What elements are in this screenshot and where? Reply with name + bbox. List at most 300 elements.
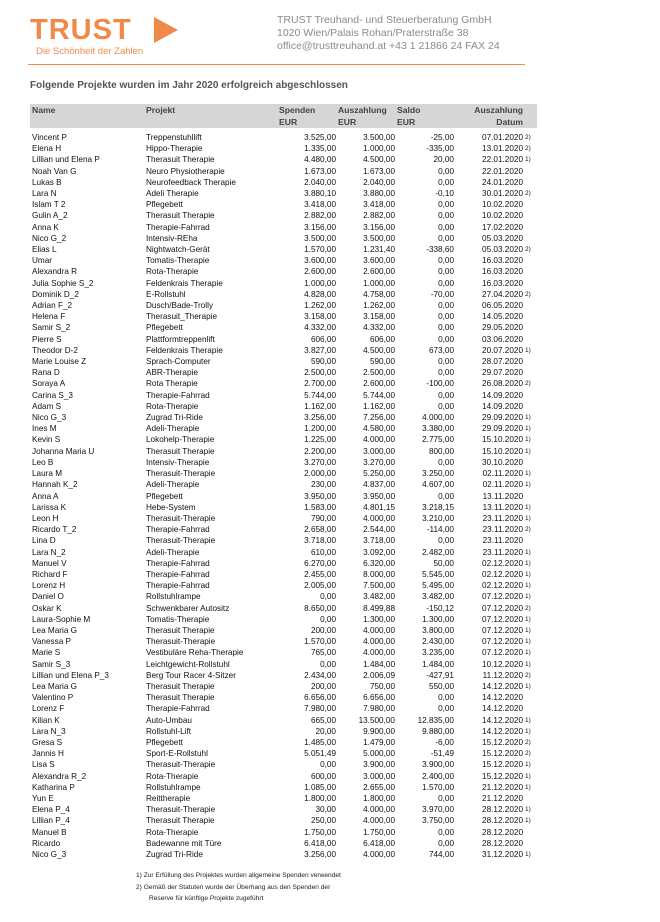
cell-footnote-ref: 1): [525, 548, 531, 556]
cell-spenden: 6.418,00: [304, 838, 336, 848]
footnotes: [136, 870, 341, 905]
cell-saldo: 0,00: [438, 278, 454, 288]
cell-footnote-ref: [523, 177, 537, 188]
cell-footnote-ref: 2): [525, 134, 531, 141]
table-row: [30, 132, 537, 143]
cell-project: Therasuit Therapie: [146, 625, 215, 635]
cell-auszahlung: 3.482,00: [363, 592, 395, 602]
cell-project: Neurofeedback Therapie: [146, 177, 236, 187]
table-row: [30, 188, 537, 199]
cell-datum: 07.01.2020: [482, 133, 523, 142]
cell-footnote-ref: [523, 334, 537, 345]
cell-datum: 28.07.2020: [482, 357, 523, 367]
cell-project: Tomatis-Therapie: [146, 256, 210, 266]
cell-project: Therapie-Fahrrad: [146, 525, 210, 535]
cell-project: Rota-Therapie: [146, 827, 199, 837]
table-row: [30, 356, 537, 367]
cell-datum: 14.12.2020: [482, 681, 523, 691]
cell-footnote-ref: 2): [525, 145, 531, 153]
cell-spenden: 0,00: [320, 592, 336, 602]
cell-datum: 15.12.2020: [482, 760, 523, 770]
cell-saldo: 673,00: [428, 345, 454, 355]
cell-saldo: 0,00: [438, 334, 454, 344]
cell-datum: 17.02.2020: [482, 222, 523, 232]
cell-footnote-ref: 1): [525, 660, 531, 668]
cell-saldo: 0,00: [438, 827, 454, 837]
cell-spenden: 610,00: [310, 547, 336, 557]
cell-auszahlung: 7.500,00: [363, 581, 395, 591]
table-row: [30, 849, 537, 860]
cell-spenden: 2.005,00: [304, 581, 336, 591]
company-contact: office@trusttreuhand.at +43 1 21866 24 FAX 24: [277, 40, 500, 52]
header-saldo-unit: EUR: [395, 116, 454, 128]
cell-spenden: 1.570,00: [304, 637, 336, 647]
cell-auszahlung: 3.092,00: [363, 547, 395, 557]
cell-project: Therasuit-Therapie: [146, 536, 216, 546]
cell-datum: 02.12.2020: [482, 581, 523, 591]
table-row: [30, 771, 537, 782]
cell-saldo: 0,00: [438, 838, 454, 848]
cell-footnote-ref: 1): [525, 806, 531, 814]
projects-table: [30, 104, 537, 860]
cell-saldo: 0,00: [438, 536, 454, 546]
cell-project: Zugrad Tri-Ride: [146, 850, 203, 859]
cell-saldo: 1.300,00: [422, 614, 454, 624]
cell-project: Therasuit Therapie: [146, 155, 215, 165]
cell-saldo: 9.880,00: [422, 726, 454, 736]
table-row: [30, 434, 537, 445]
cell-name: Lea Maria G: [32, 625, 78, 635]
cell-auszahlung: 1.300,00: [363, 614, 395, 624]
table-row: [30, 479, 537, 490]
table-row: [30, 367, 537, 378]
cell-datum: 22.01.2020: [482, 166, 523, 176]
cell-saldo: 3.380,00: [422, 424, 454, 434]
cell-project: Therasuit Therapie: [146, 211, 215, 221]
table-row: [30, 166, 537, 177]
cell-name: Julia Sophie S_2: [32, 278, 94, 288]
cell-datum: 29.09.2020: [482, 413, 523, 423]
company-address-block: [277, 14, 500, 53]
cell-spenden: 8.650,00: [304, 603, 336, 613]
cell-name: Theodor D-2: [32, 345, 78, 355]
cell-name: Marie Louise Z: [32, 357, 87, 367]
header-datum: Datum: [454, 116, 523, 128]
cell-project: Therasuit Therapie: [146, 693, 215, 703]
cell-spenden: 3.418,00: [304, 200, 336, 210]
cell-footnote-ref: 2): [525, 290, 531, 298]
table-row: [30, 457, 537, 468]
cell-name: Vanessa P: [32, 637, 71, 647]
company-name: TRUST Treuhand- und Steuerberatung GmbH: [277, 14, 492, 26]
cell-saldo: -70,00: [430, 289, 454, 299]
cell-project: Pflegebett: [146, 200, 183, 210]
cell-project: Therasuit Therapie: [146, 681, 215, 691]
cell-spenden: 1.583,00: [304, 502, 336, 512]
cell-spenden: 1.162,00: [304, 401, 336, 411]
cell-project: Adeli Therapie: [146, 189, 199, 199]
header-project: Projekt: [146, 104, 277, 116]
cell-auszahlung: 1.484,00: [363, 659, 395, 669]
cell-datum: 14.12.2020: [482, 715, 523, 725]
cell-footnote-ref: [523, 367, 537, 378]
cell-auszahlung: 3.950,00: [363, 491, 395, 501]
cell-spenden: 230,00: [310, 480, 336, 490]
cell-auszahlung: 4.500,00: [363, 155, 395, 165]
cell-project: Pflegebett: [146, 323, 183, 333]
cell-project: Rota Therapie: [146, 379, 198, 389]
cell-auszahlung: 1.000,00: [363, 278, 395, 288]
cell-name: Lara N_3: [32, 726, 66, 736]
cell-auszahlung: 1.673,00: [363, 166, 395, 176]
cell-name: Manuel B: [32, 827, 67, 837]
cell-saldo: 1.484,00: [422, 659, 454, 669]
table-row: [30, 580, 537, 591]
cell-auszahlung: 5.000,00: [363, 749, 395, 759]
cell-name: Hannah K_2: [32, 480, 78, 490]
cell-name: Rana D: [32, 368, 60, 378]
cell-spenden: 765,00: [310, 648, 336, 658]
table-row: [30, 423, 537, 434]
cell-auszahlung: 4.000,00: [363, 513, 395, 523]
cell-project: Plattformtreppenlift: [146, 334, 215, 344]
cell-datum: 16.03.2020: [482, 278, 523, 288]
cell-name: Elias L: [32, 245, 57, 255]
table-row: [30, 446, 537, 457]
cell-saldo: 0,00: [438, 177, 454, 187]
logo-tagline: Die Schönheit der Zahlen: [36, 46, 144, 57]
cell-spenden: 3.950,00: [304, 491, 336, 501]
cell-auszahlung: 4.000,00: [363, 435, 395, 445]
cell-name: Lorenz F: [32, 704, 65, 714]
table-row: [30, 636, 537, 647]
cell-footnote-ref: [523, 166, 537, 177]
cell-datum: 07.12.2020: [482, 637, 523, 647]
cell-auszahlung: 7.980,00: [363, 704, 395, 714]
table-row: [30, 334, 537, 345]
cell-project: Therasuit Therapie: [146, 816, 215, 826]
cell-project: Therasuit-Therapie: [146, 805, 216, 815]
cell-name: Adrian F_2: [32, 301, 73, 311]
cell-project: Nightwatch-Gerät: [146, 245, 210, 255]
cell-footnote-ref: 1): [525, 716, 531, 724]
table-row: [30, 524, 537, 535]
cell-datum: 13.01.2020: [482, 144, 523, 154]
table-row: [30, 569, 537, 580]
cell-saldo: 3.900,00: [422, 760, 454, 770]
cell-auszahlung: 2.544,00: [363, 525, 395, 535]
cell-footnote-ref: 2): [525, 380, 531, 388]
cell-auszahlung: 5.250,00: [363, 469, 395, 479]
cell-saldo: 2.400,00: [422, 771, 454, 781]
cell-saldo: 0,00: [438, 323, 454, 333]
cell-name: Nico G_3: [32, 850, 67, 859]
cell-footnote-ref: 1): [525, 570, 531, 578]
cell-auszahlung: 7.256,00: [363, 413, 395, 423]
cell-name: Lisa S: [32, 760, 55, 770]
cell-project: Rota-Therapie: [146, 267, 199, 277]
cell-auszahlung: 6.418,00: [363, 838, 395, 848]
cell-auszahlung: 1.479,00: [363, 737, 395, 747]
cell-saldo: -150,12: [426, 603, 454, 613]
table-row: [30, 300, 537, 311]
cell-datum: 11.12.2020: [482, 670, 523, 680]
cell-name: Adam S: [32, 401, 62, 411]
cell-footnote-ref: 1): [525, 514, 531, 522]
cell-name: Valentino P: [32, 693, 74, 703]
cell-name: Lillian und Elena P: [32, 155, 100, 165]
cell-saldo: 3.210,00: [422, 513, 454, 523]
table-row: [30, 614, 537, 625]
cell-auszahlung: 1.231,40: [363, 245, 395, 255]
cell-datum: 14.12.2020: [482, 726, 523, 736]
cell-footnote-ref: 1): [525, 649, 531, 657]
cell-auszahlung: 3.900,00: [363, 760, 395, 770]
cell-spenden: 2.500,00: [304, 368, 336, 378]
cell-name: Lea Maria G: [32, 681, 78, 691]
table-row: [30, 278, 537, 289]
cell-saldo: 800,00: [428, 446, 454, 456]
cell-name: Alexandra R: [32, 267, 78, 277]
cell-name: Leon H: [32, 513, 59, 523]
table-row: [30, 311, 537, 322]
cell-project: Sport-E-Rollstuhl: [146, 749, 208, 759]
cell-footnote-ref: 1): [525, 481, 531, 489]
cell-project: Schwenkbarer Autositz: [146, 603, 230, 613]
cell-name: Katharina P: [32, 782, 75, 792]
cell-project: Lokohelp-Therapie: [146, 435, 215, 445]
cell-spenden: 1.800,00: [304, 793, 336, 803]
cell-project: Vestibuläre Reha-Therapie: [146, 648, 244, 658]
cell-saldo: 3.750,00: [422, 816, 454, 826]
cell-footnote-ref: 1): [525, 447, 531, 455]
cell-footnote-ref: 1): [525, 593, 531, 601]
cell-spenden: 4.480,00: [304, 155, 336, 165]
cell-name: Lara N: [32, 189, 57, 199]
cell-datum: 23.11.2020: [482, 536, 523, 546]
cell-datum: 20.07.2020: [482, 345, 523, 355]
cell-spenden: 1.335,00: [304, 144, 336, 154]
cell-project: Berg Tour Racer 4-Sitzer: [146, 670, 236, 680]
cell-footnote-ref: [523, 692, 537, 703]
cell-footnote-ref: 1): [525, 503, 531, 511]
table-row: [30, 513, 537, 524]
cell-spenden: 600,00: [310, 771, 336, 781]
cell-datum: 28.12.2020: [482, 827, 523, 837]
table-row: [30, 547, 537, 558]
cell-datum: 14.12.2020: [482, 704, 523, 714]
cell-name: Elena P_4: [32, 805, 70, 815]
table-header-units-row: [30, 116, 537, 128]
cell-name: Kilian K: [32, 715, 60, 725]
cell-spenden: 0,00: [320, 659, 336, 669]
cell-auszahlung: 8.499,88: [363, 603, 395, 613]
cell-saldo: -0,10: [435, 189, 454, 199]
cell-saldo: 12.835,00: [417, 715, 454, 725]
table-row: [30, 558, 537, 569]
cell-datum: 22.01.2020: [482, 155, 523, 165]
cell-datum: 23.11.2020: [482, 547, 523, 557]
cell-saldo: 20,00: [433, 155, 454, 165]
cell-footnote-ref: [523, 827, 537, 838]
cell-datum: 28.12.2020: [482, 805, 523, 815]
cell-datum: 02.11.2020: [482, 480, 523, 490]
table-row: [30, 199, 537, 210]
cell-datum: 24.01.2020: [482, 177, 523, 187]
table-row: [30, 827, 537, 838]
cell-saldo: 1.570,00: [422, 782, 454, 792]
cell-saldo: 0,00: [438, 368, 454, 378]
cell-project: Rota-Therapie: [146, 771, 199, 781]
cell-auszahlung: 3.880,00: [363, 189, 395, 199]
cell-footnote-ref: 1): [525, 817, 531, 825]
cell-name: Helena F: [32, 312, 66, 322]
cell-name: Dominik D_2: [32, 289, 79, 299]
cell-project: Therasuit-Therapie: [146, 513, 216, 523]
cell-project: Therasuit-Therapie: [146, 637, 216, 647]
cell-project: Dusch/Bade-Trolly: [146, 301, 214, 311]
cell-saldo: -51,49: [430, 749, 454, 759]
header-spenden: Spenden: [277, 104, 336, 116]
cell-spenden: 1.085,00: [304, 782, 336, 792]
table-row: [30, 244, 537, 255]
cell-datum: 14.09.2020: [482, 390, 523, 400]
cell-datum: 29.09.2020: [482, 424, 523, 434]
cell-datum: 21.12.2020: [482, 782, 523, 792]
cell-spenden: 2.600,00: [304, 267, 336, 277]
table-row: [30, 603, 537, 614]
cell-spenden: 200,00: [310, 681, 336, 691]
cell-auszahlung: 590,00: [369, 357, 395, 367]
cell-name: Gulin A_2: [32, 211, 68, 221]
cell-auszahlung: 1.800,00: [363, 793, 395, 803]
cell-footnote-ref: 1): [525, 559, 531, 567]
cell-name: Soraya A: [32, 379, 66, 389]
cell-footnote-ref: 1): [525, 727, 531, 735]
cell-name: Anna A: [32, 491, 59, 501]
cell-project: E-Rollstuhl: [146, 289, 186, 299]
table-row: [30, 210, 537, 221]
cell-saldo: 5.545,00: [422, 569, 454, 579]
cell-datum: 07.12.2020: [482, 648, 523, 658]
cell-saldo: 0,00: [438, 267, 454, 277]
cell-auszahlung: 606,00: [369, 334, 395, 344]
cell-saldo: 0,00: [438, 357, 454, 367]
cell-spenden: 20,00: [315, 726, 336, 736]
cell-footnote-ref: 2): [525, 190, 531, 198]
cell-spenden: 3.827,00: [304, 345, 336, 355]
cell-spenden: 3.156,00: [304, 222, 336, 232]
table-row: [30, 838, 537, 849]
table-row: [30, 715, 537, 726]
table-row: [30, 703, 537, 714]
cell-footnote-ref: [523, 793, 537, 804]
cell-datum: 21.12.2020: [482, 793, 523, 803]
cell-auszahlung: 4.332,00: [363, 323, 395, 333]
table-row: [30, 143, 537, 154]
cell-auszahlung: 3.718,00: [363, 536, 395, 546]
table-row: [30, 345, 537, 356]
cell-name: Lukas B: [32, 177, 62, 187]
cell-footnote-ref: [523, 390, 537, 401]
cell-project: Adeli-Therapie: [146, 424, 200, 434]
cell-auszahlung: 4.000,00: [363, 816, 395, 826]
cell-datum: 07.12.2020: [482, 614, 523, 624]
cell-saldo: -114,00: [426, 525, 454, 535]
cell-footnote-ref: 2): [525, 738, 531, 746]
cell-datum: 07.12.2020: [482, 625, 523, 635]
cell-saldo: 550,00: [428, 681, 454, 691]
cell-spenden: 5.051,49: [304, 749, 336, 759]
cell-footnote-ref: [523, 401, 537, 412]
cell-spenden: 200,00: [310, 625, 336, 635]
cell-datum: 16.03.2020: [482, 256, 523, 266]
cell-auszahlung: 3.000,00: [363, 446, 395, 456]
cell-spenden: 3.500,00: [304, 233, 336, 243]
table-row: [30, 535, 537, 546]
cell-project: Pflegebett: [146, 737, 183, 747]
cell-footnote-ref: 1): [525, 772, 531, 780]
cell-name: Lina D: [32, 536, 56, 546]
cell-spenden: 2.200,00: [304, 446, 336, 456]
cell-footnote-ref: 1): [525, 615, 531, 623]
cell-footnote-ref: [523, 233, 537, 244]
cell-project: Hebe-System: [146, 502, 196, 512]
table-row: [30, 759, 537, 770]
cell-project: Feldenkrais Therapie: [146, 345, 223, 355]
cell-footnote-ref: [523, 199, 537, 210]
cell-name: Umar: [32, 256, 53, 266]
header-spenden-unit: EUR: [277, 116, 336, 128]
table-row: [30, 468, 537, 479]
cell-name: Richard F: [32, 569, 68, 579]
table-row: [30, 815, 537, 826]
cell-saldo: 0,00: [438, 222, 454, 232]
cell-spenden: 1.000,00: [304, 278, 336, 288]
cell-project: Pflegebett: [146, 491, 183, 501]
cell-datum: 29.07.2020: [482, 368, 523, 378]
cell-footnote-ref: [523, 266, 537, 277]
cell-saldo: 744,00: [428, 850, 454, 859]
cell-saldo: 0,00: [438, 301, 454, 311]
table-row: [30, 222, 537, 233]
table-row: [30, 491, 537, 502]
cell-footnote-ref: [523, 356, 537, 367]
cell-datum: 02.12.2020: [482, 569, 523, 579]
cell-name: Marie S: [32, 648, 61, 658]
cell-auszahlung: 3.600,00: [363, 256, 395, 266]
cell-project: Badewanne mit Türe: [146, 838, 222, 848]
table-row: [30, 154, 537, 165]
cell-datum: 06.05.2020: [482, 301, 523, 311]
cell-spenden: 1.485,00: [304, 737, 336, 747]
cell-datum: 27.04.2020: [482, 289, 523, 299]
cell-auszahlung: 3.000,00: [363, 771, 395, 781]
cell-auszahlung: 1.162,00: [363, 401, 395, 411]
cell-name: Laura-Sophie M: [32, 614, 91, 624]
cell-footnote-ref: [523, 311, 537, 322]
cell-spenden: 3.270,00: [304, 457, 336, 467]
cell-project: Adeli-Therapie: [146, 547, 200, 557]
cell-name: Alexandra R_2: [32, 771, 87, 781]
cell-footnote-ref: 1): [525, 414, 531, 422]
cell-spenden: 2.658,00: [304, 525, 336, 535]
cell-footnote-ref: [523, 322, 537, 333]
company-logo: [30, 14, 190, 56]
header-auszahlung-datum: Auszahlung: [454, 104, 523, 116]
cell-auszahlung: 13.500,00: [358, 715, 395, 725]
cell-saldo: 0,00: [438, 693, 454, 703]
